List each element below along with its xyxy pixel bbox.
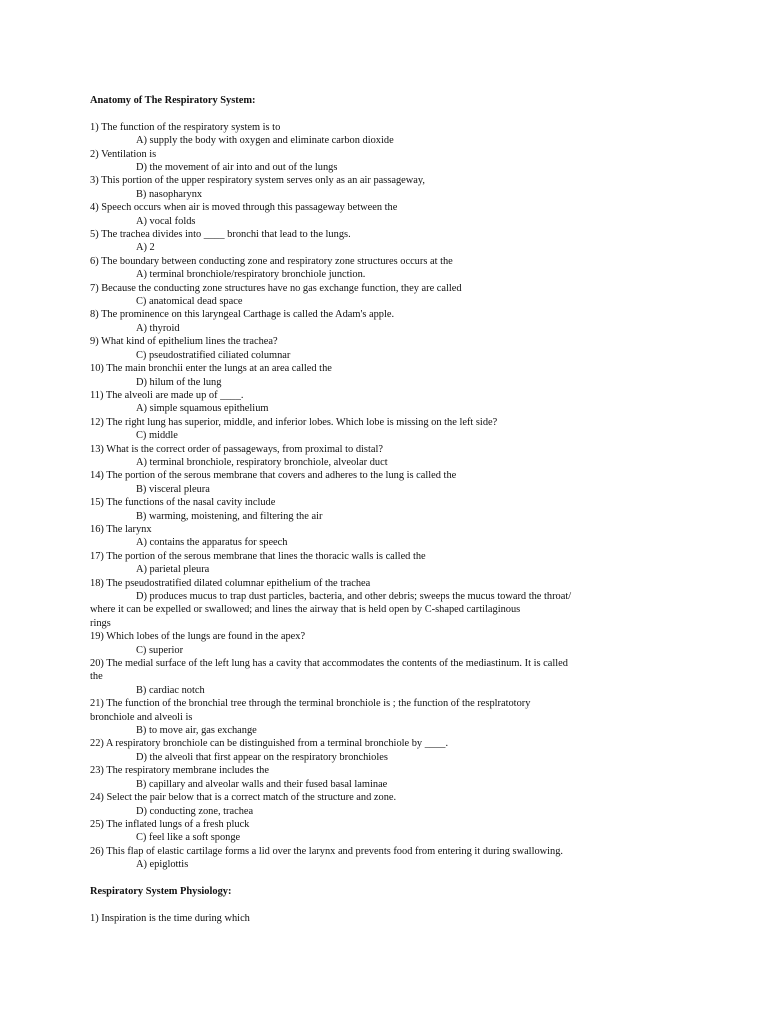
answer-text: A) contains the apparatus for speech (136, 537, 288, 549)
answer-text: A) simple squamous epithelium (136, 403, 269, 415)
question-text: 11) The alveoli are made up of ____. (90, 389, 244, 401)
section-heading: Anatomy of The Respiratory System: (90, 95, 256, 106)
answer-text: A) vocal folds (136, 215, 196, 227)
answer-text: A) terminal bronchiole, respiratory bronchiole, alveolar duct (136, 456, 388, 468)
question-text: 12) The right lung has superior, middle, and inferior lobes. Which lobe is missing on the left side? (90, 416, 498, 428)
question-text-continued: the (90, 671, 103, 683)
question-text: 7) Because the conducting zone structures have no gas exchange function, they are called (90, 282, 462, 294)
question-text: 10) The main bronchii enter the lungs at an area called the (90, 363, 332, 375)
answer-text: B) visceral pleura (136, 483, 210, 495)
answer-text: A) thyroid (136, 322, 180, 334)
question-text: 15) The functions of the nasal cavity include (90, 497, 276, 509)
question-text: 17) The portion of the serous membrane that lines the thoracic walls is called the (90, 550, 426, 562)
question-text: 2) Ventilation is (90, 148, 157, 160)
question-text: 1) Inspiration is the time during which (90, 912, 250, 924)
answer-text: C) pseudostratified ciliated columnar (136, 349, 291, 361)
question-text: 16) The larynx (90, 523, 152, 535)
answer-text: A) epiglottis (136, 859, 189, 871)
question-text: 9) What kind of epithelium lines the trachea? (90, 336, 278, 348)
answer-text: B) nasopharynx (136, 188, 203, 200)
spacer (90, 898, 730, 911)
question-text: 3) This portion of the upper respiratory system serves only as an air passageway, (90, 175, 426, 187)
question-text: 25) The inflated lungs of a fresh pluck (90, 818, 250, 830)
question-text: 4) Speech occurs when air is moved through this passageway between the (90, 202, 398, 214)
question-text: 1) The function of the respiratory system is to (90, 121, 281, 133)
question-text: 23) The respiratory membrane includes the (90, 765, 269, 777)
answer-text: D) hilum of the lung (136, 376, 222, 388)
answer-text: C) superior (136, 644, 184, 656)
answer-text: A) 2 (136, 242, 155, 254)
question-text: 18) The pseudostratified dilated columnar epithelium of the trachea (90, 577, 371, 589)
spacer (90, 872, 730, 885)
answer-text: D) the alveoli that first appear on the respiratory bronchioles (136, 751, 388, 763)
answer-text: B) cardiac notch (136, 684, 205, 696)
question-text-continued: bronchiole and alveoli is (90, 711, 193, 723)
question-text: 26) This flap of elastic cartilage forms a lid over the larynx and prevents food from entering it during swallowing. (90, 845, 564, 857)
question-text: 19) Which lobes of the lungs are found in the apex? (90, 631, 306, 643)
question-text: 13) What is the correct order of passageways, from proximal to distal? (90, 443, 383, 455)
answer-text: A) parietal pleura (136, 564, 210, 576)
answer-text-continued: where it can be expelled or swallowed; and lines the airway that is held open by C-shaped cartilaginous (90, 604, 521, 616)
question-text: 8) The prominence on this laryngeal Carthage is called the Adam's apple. (90, 309, 395, 321)
answer-text: B) capillary and alveolar walls and their fused basal laminae (136, 778, 388, 790)
question-text: 14) The portion of the serous membrane that covers and adheres to the lung is called the (90, 470, 457, 482)
answer-text: C) anatomical dead space (136, 296, 243, 308)
answer-text: D) conducting zone, trachea (136, 805, 254, 817)
answer-text-continued: rings (90, 617, 111, 629)
document-page (90, 94, 730, 925)
answer-text: D) produces mucus to trap dust particles, bacteria, and other debris; sweeps the mucus toward the throat/ (136, 591, 572, 602)
question-text: 22) A respiratory bronchiole can be distinguished from a terminal bronchiole by ____. (90, 738, 449, 750)
section-heading: Respiratory System Physiology: (90, 885, 232, 897)
question-text: 21) The function of the bronchial tree through the terminal bronchiole is ; the function of the resplratotory (90, 698, 531, 710)
answer-text: C) feel like a soft sponge (136, 832, 241, 844)
question-text: 24) Select the pair below that is a correct match of the structure and zone. (90, 792, 397, 804)
answer-text: A) terminal bronchiole/respiratory bronchiole junction. (136, 269, 366, 281)
answer-text: D) the movement of air into and out of the lungs (136, 162, 338, 173)
question-text: 5) The trachea divides into ____ bronchi that lead to the lungs. (90, 229, 351, 241)
spacer (90, 107, 730, 120)
answer-text: A) supply the body with oxygen and eliminate carbon dioxide (136, 135, 394, 147)
answer-text: B) warming, moistening, and filtering the air (136, 510, 323, 522)
answer-text: C) middle (136, 430, 178, 442)
answer-text: B) to move air, gas exchange (136, 725, 257, 737)
question-text: 6) The boundary between conducting zone and respiratory zone structures occurs at the (90, 255, 453, 267)
question-text: 20) The medial surface of the left lung has a cavity that accommodates the contents of the mediastinum. It is called (90, 658, 568, 670)
